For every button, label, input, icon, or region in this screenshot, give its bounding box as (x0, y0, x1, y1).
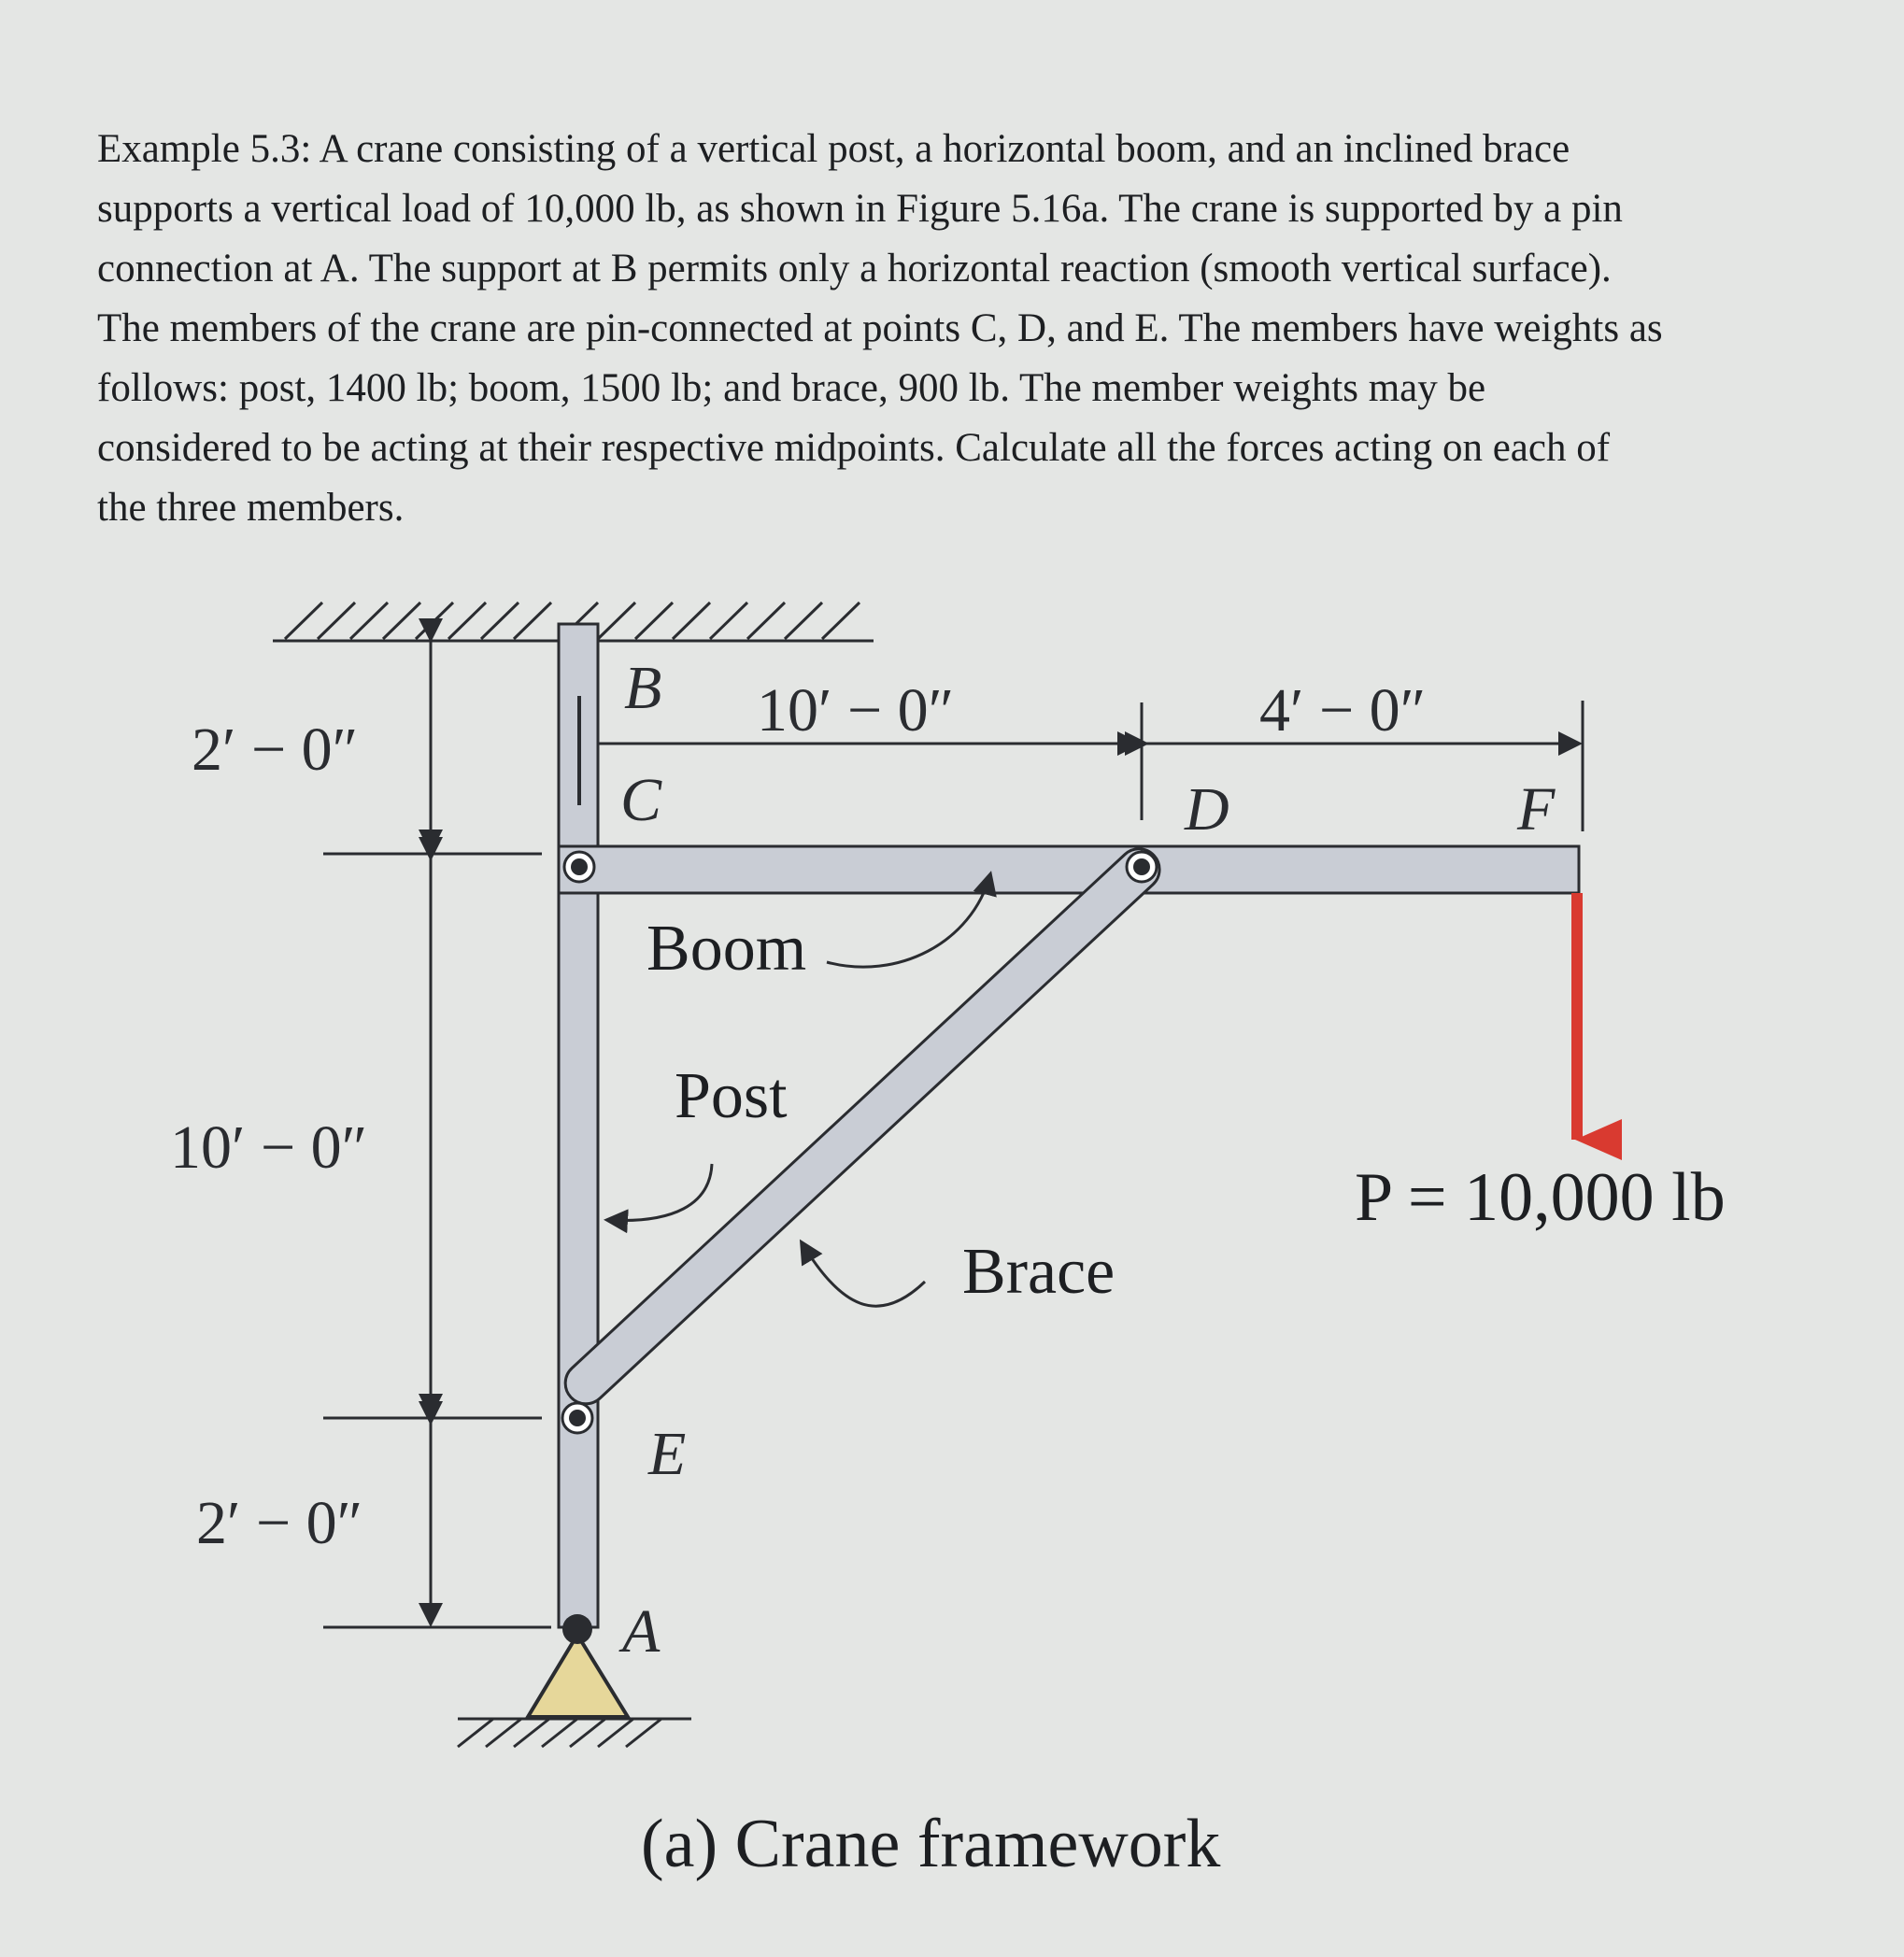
dim-boom-span: 10′ − 0″ (757, 676, 955, 745)
dim-top-left: 2′ − 0″ (192, 716, 359, 784)
label-point-f: F (1517, 775, 1556, 844)
dim-middle-left: 10′ − 0″ (170, 1113, 368, 1182)
label-post: Post (675, 1060, 788, 1132)
problem-line: connection at A. The support at B permits only a horizontal reaction (smooth vertical surface). (97, 247, 1612, 291)
label-point-b: B (624, 654, 662, 722)
label-boom: Boom (647, 913, 807, 985)
boom-member (559, 846, 1579, 893)
label-load: P = 10,000 lb (1355, 1159, 1726, 1236)
pin-c (564, 852, 594, 882)
problem-line: the three members. (97, 486, 405, 530)
problem-line: Example 5.3: A crane consisting of a vertical post, a horizontal boom, and an inclined brace (97, 127, 1570, 171)
pin-d (1127, 852, 1157, 882)
dim-overhang: 4′ − 0″ (1259, 676, 1427, 745)
dim-bottom-left: 2′ − 0″ (196, 1489, 363, 1557)
label-brace: Brace (962, 1236, 1115, 1308)
problem-line: follows: post, 1400 lb; boom, 1500 lb; and brace, 900 lb. The member weights may be (97, 366, 1486, 410)
label-point-d: D (1185, 775, 1229, 844)
problem-line: considered to be acting at their respective midpoints. Calculate all the forces acting on each of (97, 426, 1611, 470)
label-point-e: E (648, 1420, 687, 1488)
problem-line: supports a vertical load of 10,000 lb, as shown in Figure 5.16a. The crane is supported by a pin (97, 187, 1623, 231)
figure-caption: (a) Crane framework (641, 1806, 1221, 1882)
label-point-c: C (620, 766, 662, 834)
pin-e (562, 1403, 592, 1433)
label-point-a: A (622, 1597, 661, 1666)
dimension-lines-top (577, 693, 1583, 831)
problem-line: The members of the crane are pin-connected at points C, D, and E. The members have weights as (97, 306, 1663, 350)
